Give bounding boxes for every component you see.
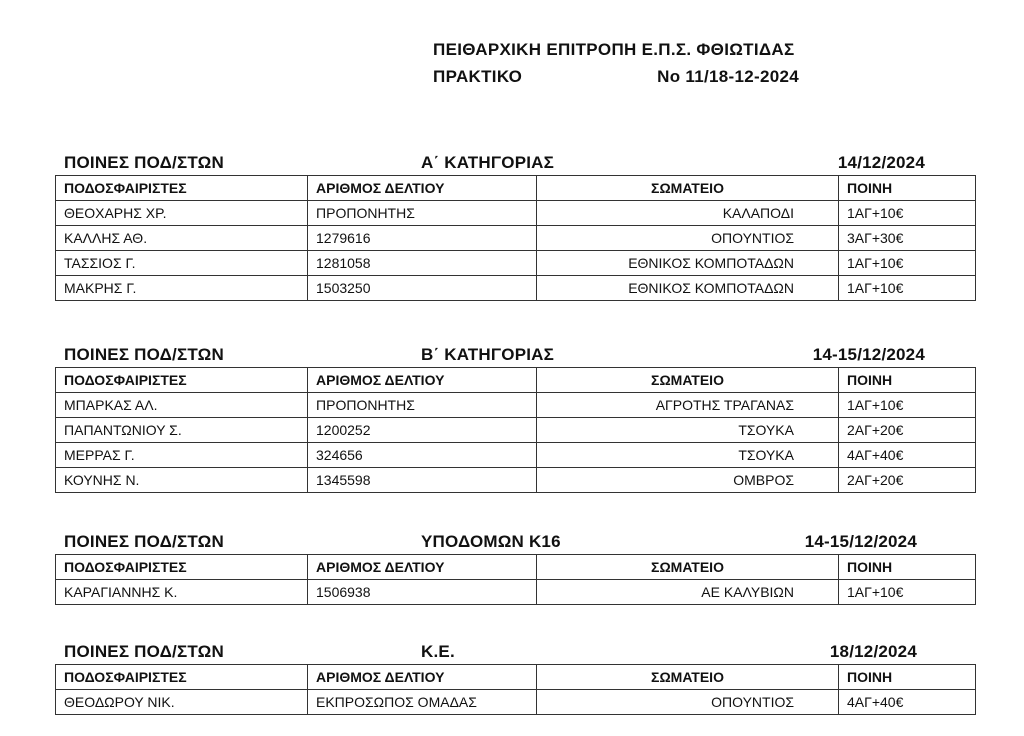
cell-penalty: 1ΑΓ+10€ [839, 201, 976, 226]
committee-title: ΠΕΙΘΑΡΧΙΚΗ ΕΠΙΤΡΟΠΗ Ε.Π.Σ. ΦΘΙΩΤΙΔΑΣ [433, 40, 795, 59]
section-category: Κ.Ε. [421, 642, 455, 661]
table-row [56, 393, 976, 418]
cell-player: ΘΕΟΧΑΡΗΣ ΧΡ. [56, 201, 308, 226]
section-label: ΠΟΙΝΕΣ ΠΟΔ/ΣΤΩΝ [64, 642, 224, 661]
table-row [56, 418, 976, 443]
cell-player: ΚΟΥΝΗΣ Ν. [56, 468, 308, 493]
cell-player: ΘΕΟΔΩΡΟΥ ΝΙΚ. [56, 690, 308, 715]
column-header-card: ΑΡΙΘΜΟΣ ΔΕΛΤΙΟΥ [308, 368, 537, 393]
cell-player: ΜΕΡΡΑΣ Γ. [56, 443, 308, 468]
cell-player: ΤΑΣΣΙΟΣ Γ. [56, 251, 308, 276]
column-header-club: ΣΩΜΑΤΕΙΟ [537, 555, 839, 580]
cell-player: ΚΑΡΑΓΙΑΝΝΗΣ Κ. [56, 580, 308, 605]
cell-player: ΚΑΛΛΗΣ ΑΘ. [56, 226, 308, 251]
cell-club: ΑΓΡΟΤΗΣ ΤΡΑΓΑΝΑΣ [537, 393, 839, 418]
table-row [56, 468, 976, 493]
column-header-player: ΠΟΔΟΣΦΑΙΡΙΣΤΕΣ [56, 555, 308, 580]
section-title [55, 530, 975, 554]
column-header-card: ΑΡΙΘΜΟΣ ΔΕΛΤΙΟΥ [308, 665, 537, 690]
table-header-row [56, 555, 976, 580]
cell-club: ΤΣΟΥΚΑ [537, 443, 839, 468]
section-title [55, 151, 975, 175]
cell-club: ΕΘΝΙΚΟΣ ΚΟΜΠΟΤΑΔΩΝ [537, 276, 839, 301]
section-date: 18/12/2024 [829, 642, 917, 661]
cell-club: ΑΕ ΚΑΛΥΒΙΩΝ [537, 580, 839, 605]
cell-club: ΚΑΛΑΠΟΔΙ [537, 201, 839, 226]
penalty-section-a-category [55, 151, 975, 301]
table-row [56, 690, 976, 715]
table-header-row [56, 368, 976, 393]
document-header [433, 36, 799, 90]
cell-card: 1506938 [308, 580, 537, 605]
column-header-club: ΣΩΜΑΤΕΙΟ [537, 665, 839, 690]
column-header-card: ΑΡΙΘΜΟΣ ΔΕΛΤΙΟΥ [308, 555, 537, 580]
penalty-section-b-category [55, 343, 975, 493]
column-header-card: ΑΡΙΘΜΟΣ ΔΕΛΤΙΟΥ [308, 176, 537, 201]
column-header-player: ΠΟΔΟΣΦΑΙΡΙΣΤΕΣ [56, 368, 308, 393]
section-category: ΥΠΟΔΟΜΩΝ Κ16 [421, 532, 561, 551]
doc-number: No 11/18-12-2024 [657, 67, 799, 86]
column-header-player: ΠΟΔΟΣΦΑΙΡΙΣΤΕΣ [56, 665, 308, 690]
column-header-club: ΣΩΜΑΤΕΙΟ [537, 176, 839, 201]
cell-penalty: 1ΑΓ+10€ [839, 393, 976, 418]
table-row [56, 580, 976, 605]
cell-penalty: 1ΑΓ+10€ [839, 251, 976, 276]
penalty-table [55, 367, 976, 493]
table-header-row [56, 176, 976, 201]
cell-club: ΤΣΟΥΚΑ [537, 418, 839, 443]
section-date: 14/12/2024 [837, 153, 925, 172]
table-header-row [56, 665, 976, 690]
cell-penalty: 1ΑΓ+10€ [839, 276, 976, 301]
header-title-line [433, 36, 799, 63]
penalty-section-youth-k16 [55, 530, 975, 605]
penalty-section-ke [55, 640, 975, 715]
table-row [56, 443, 976, 468]
cell-player: ΜΠΑΡΚΑΣ ΑΛ. [56, 393, 308, 418]
section-title [55, 343, 975, 367]
cell-club: ΟΠΟΥΝΤΙΟΣ [537, 226, 839, 251]
cell-penalty: 1ΑΓ+10€ [839, 580, 976, 605]
column-header-penalty: ΠΟΙΝΗ [839, 368, 976, 393]
cell-card: 1200252 [308, 418, 537, 443]
section-date: 14-15/12/2024 [804, 532, 917, 551]
cell-card: ΠΡΟΠΟΝΗΤΗΣ [308, 201, 537, 226]
cell-penalty: 2ΑΓ+20€ [839, 468, 976, 493]
column-header-penalty: ΠΟΙΝΗ [839, 555, 976, 580]
cell-card: 1345598 [308, 468, 537, 493]
section-label: ΠΟΙΝΕΣ ΠΟΔ/ΣΤΩΝ [64, 532, 224, 551]
cell-card: 1281058 [308, 251, 537, 276]
penalty-table [55, 175, 976, 301]
column-header-player: ΠΟΔΟΣΦΑΙΡΙΣΤΕΣ [56, 176, 308, 201]
header-doc-line [433, 63, 799, 90]
column-header-club: ΣΩΜΑΤΕΙΟ [537, 368, 839, 393]
penalty-table [55, 664, 976, 715]
column-header-penalty: ΠΟΙΝΗ [839, 665, 976, 690]
section-category: Β΄ ΚΑΤΗΓΟΡΙΑΣ [421, 345, 555, 364]
section-category: Α΄ ΚΑΤΗΓΟΡΙΑΣ [421, 153, 555, 172]
penalty-table [55, 554, 976, 605]
cell-player: ΜΑΚΡΗΣ Γ. [56, 276, 308, 301]
cell-card: ΕΚΠΡΟΣΩΠΟΣ ΟΜΑΔΑΣ [308, 690, 537, 715]
table-row [56, 251, 976, 276]
column-header-penalty: ΠΟΙΝΗ [839, 176, 976, 201]
section-title [55, 640, 975, 664]
cell-club: ΟΜΒΡΟΣ [537, 468, 839, 493]
table-row [56, 276, 976, 301]
cell-card: 1503250 [308, 276, 537, 301]
cell-penalty: 4ΑΓ+40€ [839, 443, 976, 468]
section-date: 14-15/12/2024 [812, 345, 925, 364]
doc-label: ΠΡΑΚΤΙΚΟ [433, 67, 523, 86]
cell-penalty: 2ΑΓ+20€ [839, 418, 976, 443]
cell-penalty: 3ΑΓ+30€ [839, 226, 976, 251]
cell-club: ΟΠΟΥΝΤΙΟΣ [537, 690, 839, 715]
cell-player: ΠΑΠΑΝΤΩΝΙΟΥ Σ. [56, 418, 308, 443]
cell-card: 1279616 [308, 226, 537, 251]
cell-card: ΠΡΟΠΟΝΗΤΗΣ [308, 393, 537, 418]
cell-penalty: 4ΑΓ+40€ [839, 690, 976, 715]
cell-card: 324656 [308, 443, 537, 468]
cell-club: ΕΘΝΙΚΟΣ ΚΟΜΠΟΤΑΔΩΝ [537, 251, 839, 276]
table-row [56, 201, 976, 226]
table-row [56, 226, 976, 251]
section-label: ΠΟΙΝΕΣ ΠΟΔ/ΣΤΩΝ [64, 153, 224, 172]
section-label: ΠΟΙΝΕΣ ΠΟΔ/ΣΤΩΝ [64, 345, 224, 364]
